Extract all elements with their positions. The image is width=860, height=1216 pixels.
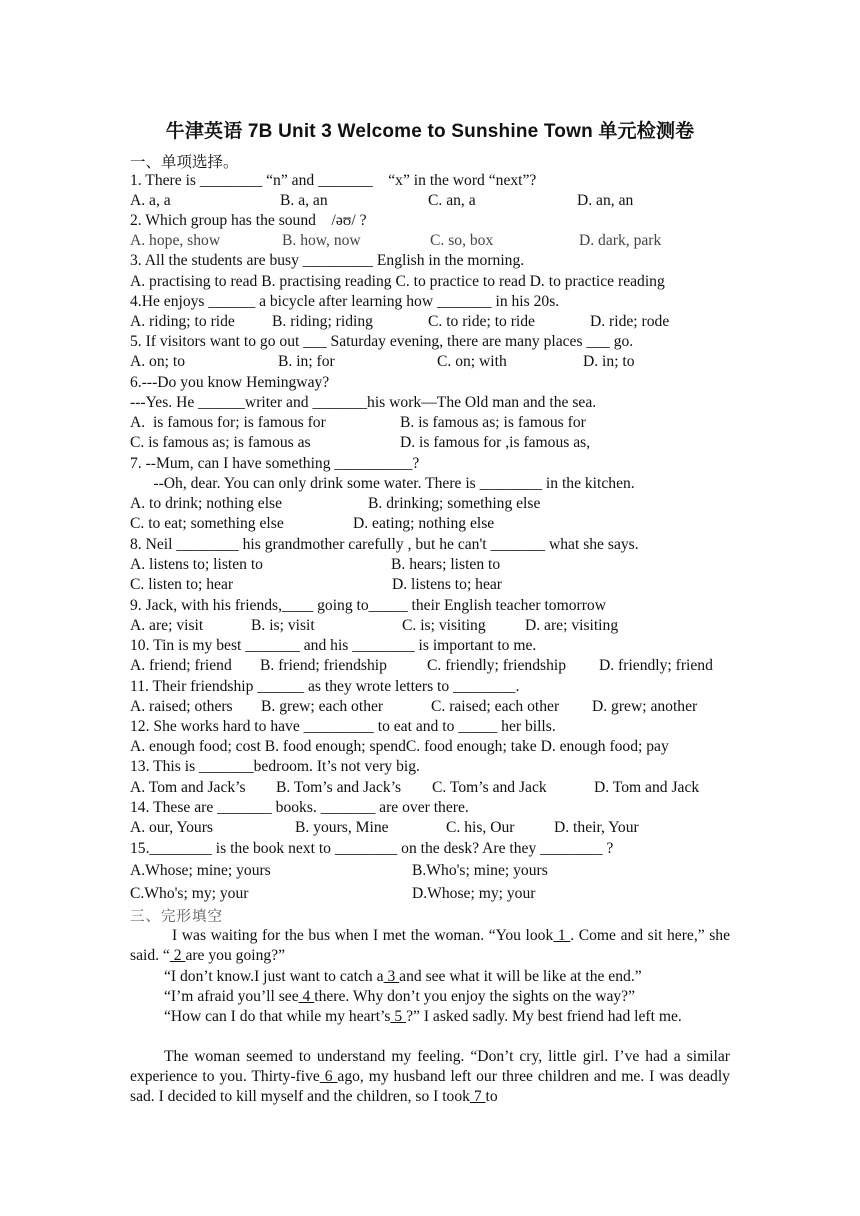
question-2: 2. Which group has the sound /əʊ/ ? (130, 212, 367, 229)
question-9: 9. Jack, with his friends,____ going to_____ their English teacher tomorrow (130, 597, 606, 614)
cloze-paragraph-2 (130, 967, 730, 987)
option-c: C. an, a (428, 192, 476, 209)
text: ?” I asked sadly. My best friend had left me. (406, 1008, 682, 1025)
option-c: C. is famous as; is famous as (130, 434, 311, 451)
option-c: C. to ride; to ride (428, 313, 535, 330)
page-title: 牛津英语 7B Unit 3 Welcome to Sunshine Town 单元检测卷 (165, 121, 695, 142)
option-b: B. a, an (280, 192, 328, 209)
option-d: D. Tom and Jack (594, 779, 700, 796)
option-c: C. so, box (430, 232, 494, 249)
text: The woman seemed to understand my feeling. “Don’t cry, little girl. I’ve had a similar experience to you. Thirty-five (130, 1048, 730, 1086)
text: I was waiting for the bus when I met the woman. “You look (172, 927, 554, 944)
text: . Come and sit here,” she said. “ (130, 927, 731, 965)
blank-6: 6 (319, 1068, 338, 1086)
option-d: D. in; to (583, 353, 635, 370)
question-13: 13. This is _______bedroom. It’s not very big. (130, 758, 420, 775)
option-d: D. are; visiting (525, 617, 619, 634)
text: are you going?” (185, 947, 286, 965)
option-a: A. on; to (130, 353, 186, 370)
option-b: B. is famous as; is famous for (400, 414, 586, 431)
question-11: 11. Their friendship ______ as they wrote letters to ________. (130, 678, 520, 695)
text: “I don’t know.I just want to catch a (164, 968, 384, 985)
question-12: 12. She works hard to have _________ to eat and to _____ her bills. (130, 718, 556, 735)
option-a: A. is famous for; is famous for (130, 414, 326, 431)
question-10: 10. Tin is my best _______ and his ________ is important to me. (130, 637, 537, 654)
option-a: A. listens to; listen to (130, 556, 263, 573)
text: “I’m afraid you’ll see (164, 988, 299, 1005)
blank-5: 5 (390, 1008, 407, 1025)
option-d: D. listens to; hear (392, 576, 503, 593)
question-7: 7. --Mum, can I have something __________? (130, 455, 420, 472)
option-c: C. listen to; hear (130, 576, 234, 593)
option-c: C. to eat; something else (130, 515, 284, 532)
option-b: B. yours, Mine (295, 819, 389, 836)
question-14: 14. These are _______ books. _______ are over there. (130, 799, 469, 816)
option-b: B. grew; each other (261, 698, 384, 715)
option-a: A. are; visit (130, 617, 204, 634)
option-d: D. an, an (577, 192, 634, 209)
question-7-line-2: --Oh, dear. You can only drink some water. There is ________ in the kitchen. (130, 475, 635, 492)
option-b: B.Who's; mine; yours (412, 862, 548, 879)
options-12: A. enough food; cost B. food enough; spendC. food enough; take D. enough food; pay (130, 738, 669, 755)
option-c: C. on; with (437, 353, 507, 370)
blank-3: 3 (383, 968, 400, 985)
question-15: 15.________ is the book next to ________ on the desk? Are they ________ ? (130, 840, 614, 857)
cloze-paragraph-5 (130, 1047, 730, 1108)
option-b: B. Tom’s and Jack’s (276, 779, 402, 796)
blank-1: 1 (553, 927, 571, 944)
option-b: B. is; visit (251, 617, 315, 634)
option-c: C. friendly; friendship (427, 657, 567, 674)
text: “How can I do that while my heart’s (164, 1008, 391, 1025)
blank-2: 2 (169, 947, 186, 965)
option-a: A. to drink; nothing else (130, 495, 283, 512)
question-5: 5. If visitors want to go out ___ Saturday evening, there are many places ___ go. (130, 333, 634, 350)
cloze-paragraph-3 (130, 987, 730, 1007)
cloze-paragraph-4 (130, 1007, 730, 1027)
option-a: A. Tom and Jack’s (130, 779, 246, 796)
option-d: D. ride; rode (590, 313, 670, 330)
option-c: C. is; visiting (402, 617, 486, 634)
question-6-line-2: ---Yes. He ______writer and _______his work—The Old man and the sea. (130, 394, 597, 411)
text: and see what it will be like at the end.” (399, 968, 642, 985)
options-3: A. practising to read B. practising reading C. to practice to read D. to practice reading (130, 273, 665, 290)
option-d: D.Whose; my; your (412, 885, 536, 902)
blank-4: 4 (298, 988, 315, 1005)
section-heading-multiple-choice: 一、单项选择。 (130, 153, 239, 171)
option-a: A. hope, show (130, 232, 221, 249)
text: there. Why don’t you enjoy the sights on the way?” (314, 988, 636, 1005)
option-d: D. grew; another (592, 698, 698, 715)
option-b: B. drinking; something else (368, 495, 541, 512)
question-1: 1. There is ________ “n” and _______ “x” in the word “next”? (130, 172, 537, 189)
option-a: A. riding; to ride (130, 313, 235, 330)
option-d: D. is famous for ,is famous as, (400, 434, 591, 451)
question-4: 4.He enjoys ______ a bicycle after learning how _______ in his 20s. (130, 293, 560, 310)
option-a: A. our, Yours (130, 819, 213, 836)
blank-7: 7 (469, 1088, 486, 1106)
option-d: D. their, Your (554, 819, 639, 836)
option-b: B. how, now (282, 232, 361, 249)
section-heading-cloze: 三、完形填空 (130, 909, 223, 925)
option-a: A. friend; friend (130, 657, 232, 674)
option-d: D. dark, park (579, 232, 662, 249)
question-8: 8. Neil ________ his grandmother carefully , but he can't _______ what she says. (130, 536, 639, 553)
option-d: D. friendly; friend (599, 657, 713, 674)
question-3: 3. All the students are busy _________ English in the morning. (130, 252, 525, 269)
option-d: D. eating; nothing else (353, 515, 495, 532)
option-a: A.Whose; mine; yours (130, 862, 271, 879)
question-6: 6.---Do you know Hemingway? (130, 374, 330, 391)
option-a: A. a, a (130, 192, 171, 209)
option-b: B. riding; riding (272, 313, 373, 330)
option-c: C.Who's; my; your (130, 885, 249, 902)
option-a: A. raised; others (130, 698, 233, 715)
text: ago, my husband left our three children and me. I was deadly sad. I decided to kill myself and the children, so I took (130, 1068, 730, 1106)
cloze-paragraph-1 (130, 926, 730, 966)
option-c: C. his, Our (446, 819, 515, 836)
option-b: B. hears; listen to (391, 556, 501, 573)
option-c: C. Tom’s and Jack (432, 779, 547, 796)
text: to (485, 1088, 498, 1106)
option-b: B. friend; friendship (260, 657, 387, 674)
option-c: C. raised; each other (431, 698, 560, 715)
option-b: B. in; for (278, 353, 335, 370)
